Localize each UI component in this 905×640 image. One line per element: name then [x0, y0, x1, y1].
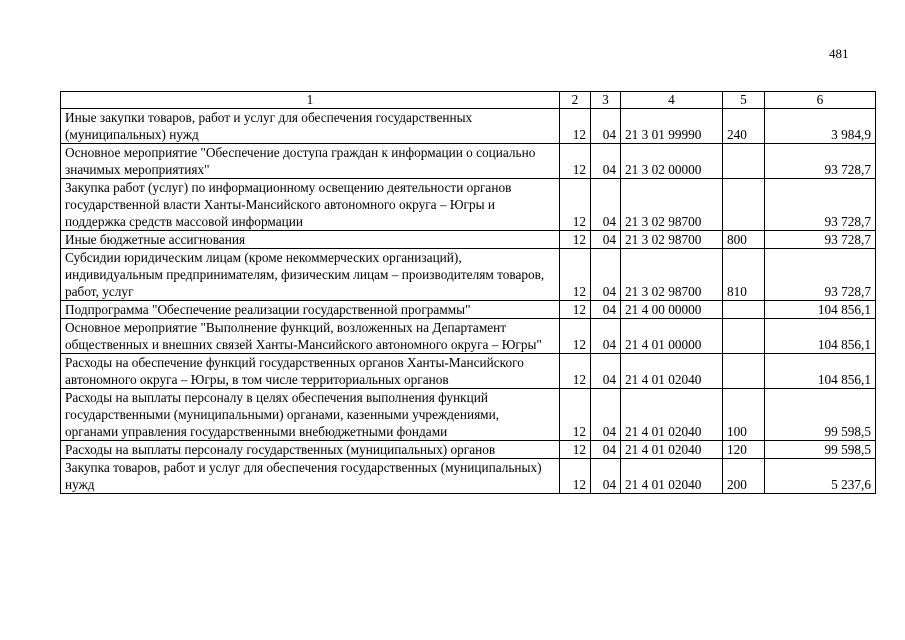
expense-type-cell: 800 — [723, 231, 765, 249]
expense-type-cell — [723, 179, 765, 231]
expense-type-cell: 200 — [723, 459, 765, 494]
amount-cell: 93 728,7 — [765, 231, 876, 249]
subsection-cell: 04 — [591, 459, 621, 494]
amount-cell: 93 728,7 — [765, 179, 876, 231]
column-header-4: 4 — [621, 92, 723, 109]
subsection-cell: 04 — [591, 441, 621, 459]
row-name-cell: Расходы на выплаты персоналу государственных (муниципальных) органов — [61, 441, 560, 459]
amount-cell: 93 728,7 — [765, 249, 876, 301]
row-name-cell: Расходы на выплаты персоналу в целях обеспечения выполнения функций государственными (муниципальными) органами, казенными учреждениями, органами управления государственными внебюджетными фондами — [61, 389, 560, 441]
section-cell: 12 — [560, 389, 591, 441]
page-number: 481 — [829, 46, 849, 61]
amount-cell: 99 598,5 — [765, 389, 876, 441]
column-header-5: 5 — [723, 92, 765, 109]
section-cell: 12 — [560, 354, 591, 389]
column-header-2: 2 — [560, 92, 591, 109]
expense-type-cell — [723, 301, 765, 319]
section-cell: 12 — [560, 441, 591, 459]
budget-table — [60, 91, 876, 494]
subsection-cell: 04 — [591, 389, 621, 441]
target-article-cell: 21 3 02 98700 — [621, 249, 723, 301]
section-cell: 12 — [560, 231, 591, 249]
row-name-cell: Основное мероприятие "Обеспечение доступа граждан к информации о социально значимых мероприятиях" — [61, 144, 560, 179]
column-header-6: 6 — [765, 92, 876, 109]
amount-cell: 3 984,9 — [765, 109, 876, 144]
section-cell: 12 — [560, 179, 591, 231]
target-article-cell: 21 3 02 98700 — [621, 231, 723, 249]
row-name-cell: Подпрограмма "Обеспечение реализации государственной программы" — [61, 301, 560, 319]
row-name-cell: Закупка товаров, работ и услуг для обеспечения государственных (муниципальных) нужд — [61, 459, 560, 494]
row-name-cell: Закупка работ (услуг) по информационному освещению деятельности органов государственной власти Ханты-Мансийского автономного округа – Югры и поддержка средств массовой информации — [61, 179, 560, 231]
column-header-3: 3 — [591, 92, 621, 109]
row-name-cell: Иные закупки товаров, работ и услуг для обеспечения государственных (муниципальных) нужд — [61, 109, 560, 144]
table-row — [61, 459, 876, 494]
amount-cell: 104 856,1 — [765, 354, 876, 389]
expense-type-cell: 240 — [723, 109, 765, 144]
table-row — [61, 389, 876, 441]
row-name-cell: Иные бюджетные ассигнования — [61, 231, 560, 249]
subsection-cell: 04 — [591, 319, 621, 354]
subsection-cell: 04 — [591, 231, 621, 249]
subsection-cell: 04 — [591, 109, 621, 144]
subsection-cell: 04 — [591, 249, 621, 301]
subsection-cell: 04 — [591, 354, 621, 389]
section-cell: 12 — [560, 301, 591, 319]
target-article-cell: 21 3 02 98700 — [621, 179, 723, 231]
table-row — [61, 301, 876, 319]
amount-cell: 99 598,5 — [765, 441, 876, 459]
table-row — [61, 109, 876, 144]
subsection-cell: 04 — [591, 179, 621, 231]
table-row — [61, 441, 876, 459]
expense-type-cell: 810 — [723, 249, 765, 301]
column-header-1: 1 — [61, 92, 560, 109]
expense-type-cell: 120 — [723, 441, 765, 459]
section-cell: 12 — [560, 109, 591, 144]
table-row — [61, 249, 876, 301]
target-article-cell: 21 4 01 02040 — [621, 389, 723, 441]
target-article-cell: 21 3 02 00000 — [621, 144, 723, 179]
table-row — [61, 179, 876, 231]
target-article-cell: 21 4 01 02040 — [621, 441, 723, 459]
row-name-cell: Основное мероприятие "Выполнение функций, возложенных на Департамент общественных и внешних связей Ханты-Мансийского автономного округа – Югры" — [61, 319, 560, 354]
section-cell: 12 — [560, 459, 591, 494]
expense-type-cell — [723, 319, 765, 354]
target-article-cell: 21 4 01 00000 — [621, 319, 723, 354]
expense-type-cell — [723, 144, 765, 179]
section-cell: 12 — [560, 144, 591, 179]
table-row — [61, 319, 876, 354]
target-article-cell: 21 4 01 02040 — [621, 459, 723, 494]
table-row — [61, 231, 876, 249]
section-cell: 12 — [560, 249, 591, 301]
amount-cell: 104 856,1 — [765, 301, 876, 319]
amount-cell: 93 728,7 — [765, 144, 876, 179]
amount-cell: 5 237,6 — [765, 459, 876, 494]
amount-cell: 104 856,1 — [765, 319, 876, 354]
row-name-cell: Субсидии юридическим лицам (кроме некоммерческих организаций), индивидуальным предпринимателям, физическим лицам – производителям товаров, работ, услуг — [61, 249, 560, 301]
table-row — [61, 354, 876, 389]
expense-type-cell — [723, 354, 765, 389]
table-header-row — [61, 92, 876, 109]
expense-type-cell: 100 — [723, 389, 765, 441]
target-article-cell: 21 4 01 02040 — [621, 354, 723, 389]
target-article-cell: 21 3 01 99990 — [621, 109, 723, 144]
subsection-cell: 04 — [591, 144, 621, 179]
section-cell: 12 — [560, 319, 591, 354]
subsection-cell: 04 — [591, 301, 621, 319]
table-row — [61, 144, 876, 179]
row-name-cell: Расходы на обеспечение функций государственных органов Ханты-Мансийского автономного округа – Югры, в том числе территориальных органов — [61, 354, 560, 389]
target-article-cell: 21 4 00 00000 — [621, 301, 723, 319]
